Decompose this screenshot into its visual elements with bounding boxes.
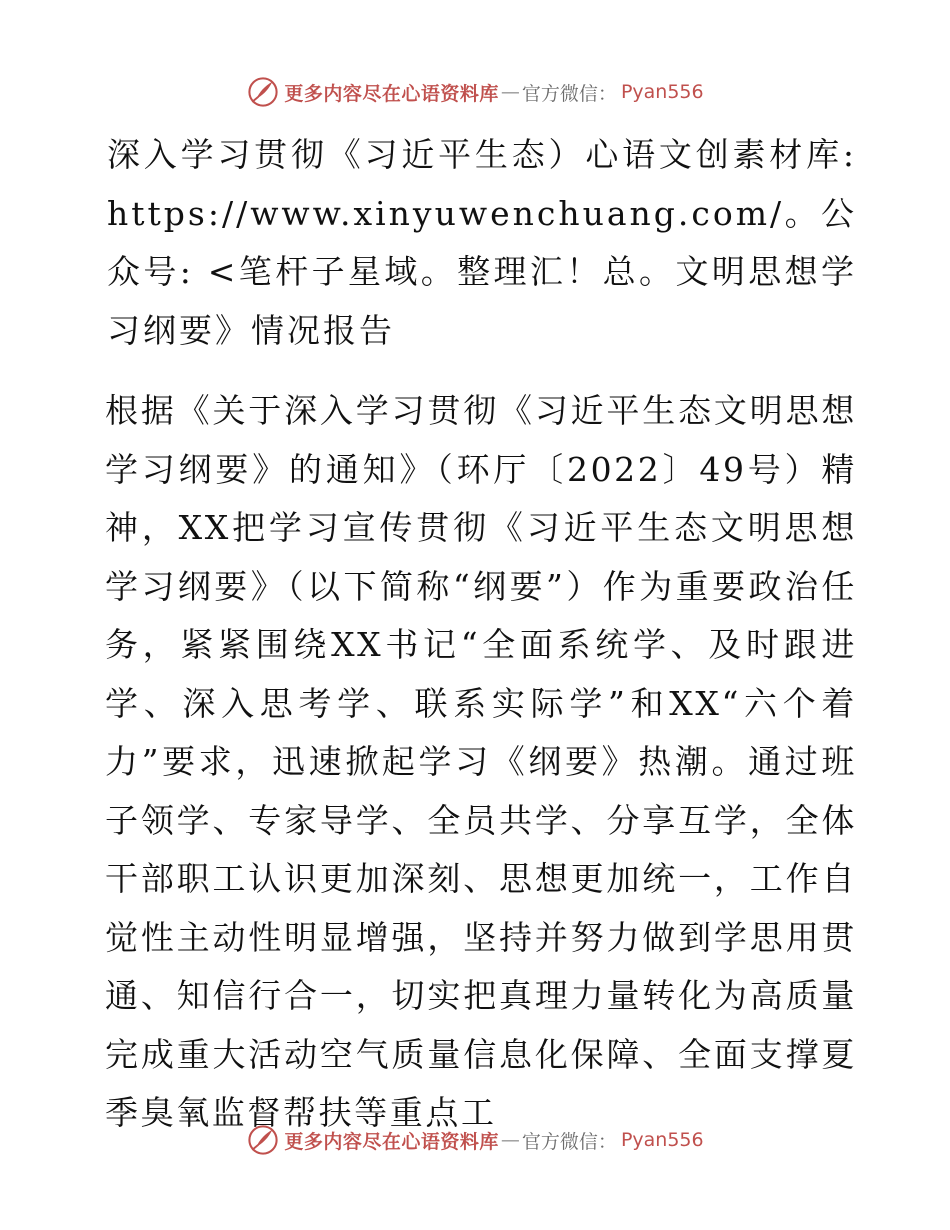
quill-pen-logo-icon: [246, 1123, 280, 1157]
watermark-wechat-id: Pyan556: [620, 81, 704, 103]
watermark-separator: —: [500, 1129, 520, 1151]
watermark-brand-text: 更多内容尽在心语资料库: [284, 82, 499, 105]
watermark-wechat-label: 官方微信：: [521, 82, 617, 105]
watermark-wechat-label: 官方微信：: [521, 1130, 617, 1153]
watermark-wechat-id: Pyan556: [620, 1129, 704, 1151]
quill-pen-logo-icon: [246, 75, 280, 109]
document-body-paragraph: 根据《关于深入学习贯彻《习近平生态文明思想学习纲要》的通知》（环厅〔2022〕49号）精神，XX把学习宣传贯彻《习近平生态文明思想学习纲要》（以下简称“纲要”）作为重要政治任务，紧紧围绕XX书记“全面系统学、及时跟进学、深入思考学、联系实际学”和XX“六个着力”要求，迅速掀起学习《纲要》热潮。通过班子领学、专家导学、全员共学、分享互学，全体干部职工认识更加深刻、思想更加统一，工作自觉性主动性明显增强，坚持并努力做到学思用贯通、知信行合一，切实把真理力量转化为高质量完成重大活动空气质量信息化保障、全面支撑夏季臭氧监督帮扶等重点工: [105, 391, 857, 1132]
document-body: [97, 126, 857, 1143]
header-watermark: [0, 72, 950, 112]
watermark-separator: —: [500, 81, 520, 103]
document-title-paragraph: 深入学习贯彻《习近平生态）心语文创素材库: https://www.xinyuwenchuang.com/。公众号: <笔杆子星域。整理汇！总。文明思想学习纲要》情况报告: [107, 135, 857, 350]
watermark-brand-text: 更多内容尽在心语资料库: [284, 1130, 499, 1153]
footer-watermark: [0, 1120, 950, 1160]
